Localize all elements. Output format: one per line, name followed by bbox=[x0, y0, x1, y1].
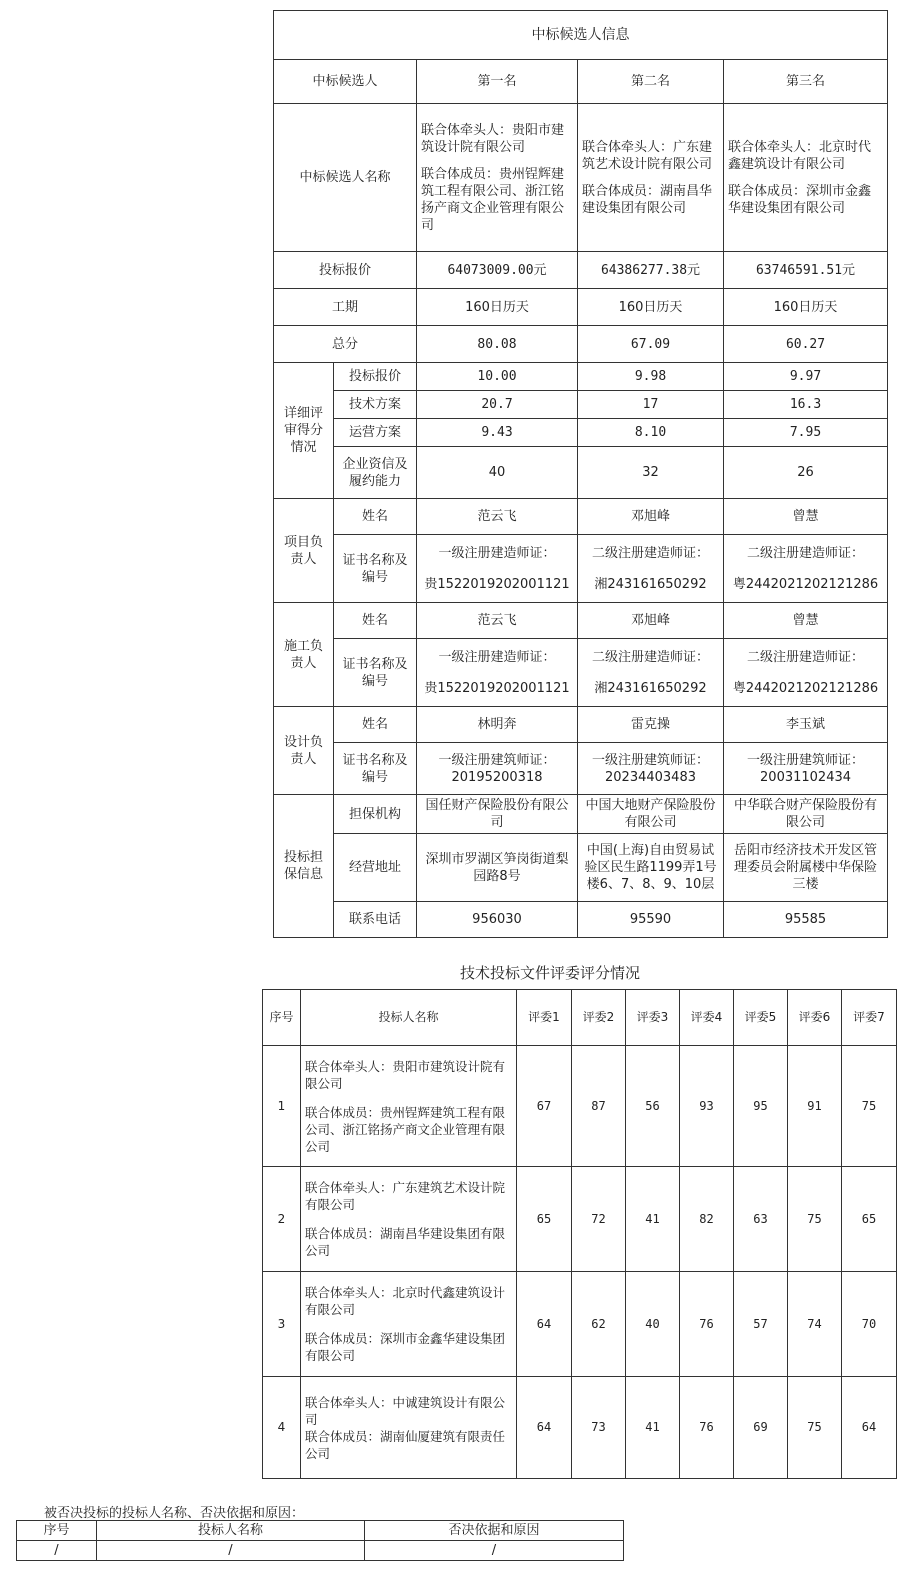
address: 岳阳市经济技术开发区管理委员会附属楼中华保险三楼 bbox=[724, 834, 888, 902]
bidder-name bbox=[301, 1046, 517, 1167]
cert-no: 湘243161650292 bbox=[594, 576, 707, 592]
phone: 95590 bbox=[578, 902, 724, 938]
name-label: 姓名 bbox=[334, 707, 417, 743]
rejected-bidders-table bbox=[16, 1520, 624, 1561]
detail-value: 26 bbox=[724, 447, 888, 499]
construction-manager-label: 施工负责人 bbox=[274, 603, 334, 707]
detail-value: 9.43 bbox=[417, 419, 578, 447]
table-row bbox=[263, 1046, 897, 1167]
duration-2: 160日历天 bbox=[578, 289, 724, 326]
address: 中国(上海)自由贸易试验区民生路1199弄1号楼6、7、8、9、10层 bbox=[578, 834, 724, 902]
header-label: 中标候选人 bbox=[274, 60, 417, 104]
detail-value: 32 bbox=[578, 447, 724, 499]
design-manager-label: 设计负责人 bbox=[274, 707, 334, 795]
cert-no: 20234403483 bbox=[605, 769, 696, 785]
name-label: 姓名 bbox=[334, 499, 417, 535]
rank-2: 第二名 bbox=[578, 60, 724, 104]
score: 74 bbox=[788, 1272, 842, 1377]
cert-no: 20195200318 bbox=[451, 769, 543, 785]
score: 63 bbox=[734, 1167, 788, 1272]
lead-company: 联合体牵头人：贵阳市建筑设计院有限公司 bbox=[305, 1058, 506, 1091]
cert-cell bbox=[724, 639, 888, 707]
cert-cell bbox=[417, 743, 578, 795]
member-companies: 联合体成员：贵州锃辉建筑工程有限公司、浙江铭扬产商文企业管理有限公司 bbox=[305, 1104, 506, 1154]
score: 41 bbox=[626, 1377, 680, 1479]
member-companies: 联合体成员：湖南仙厦建筑有限责任公司 bbox=[305, 1428, 506, 1461]
cert-title: 一级注册建筑师证： bbox=[438, 752, 556, 768]
score: 64 bbox=[842, 1377, 897, 1479]
col-header: 评委5 bbox=[734, 990, 788, 1046]
score: 41 bbox=[626, 1167, 680, 1272]
person-name: 曾慧 bbox=[724, 499, 888, 535]
cert-cell bbox=[724, 535, 888, 603]
detail-value: 20.7 bbox=[417, 391, 578, 419]
score: 65 bbox=[842, 1167, 897, 1272]
detail-value: 40 bbox=[417, 447, 578, 499]
detail-row-label: 企业资信及履约能力 bbox=[334, 447, 417, 499]
member-companies: 联合体成员：湖南昌华建设集团有限公司 bbox=[582, 183, 713, 216]
institution: 中国大地财产保险股份有限公司 bbox=[578, 795, 724, 834]
institution: 中华联合财产保险股份有限公司 bbox=[724, 795, 888, 834]
rank-1: 第一名 bbox=[417, 60, 578, 104]
cert-title: 一级注册建筑师证： bbox=[747, 752, 865, 768]
member-companies: 联合体成员：贵州锃辉建筑工程有限公司、浙江铭扬产商文企业管理有限公司 bbox=[421, 166, 565, 233]
score: 76 bbox=[680, 1272, 734, 1377]
cert-title: 二级注册建造师证： bbox=[747, 649, 865, 665]
bid-price-label: 投标报价 bbox=[274, 252, 417, 289]
bid-price-3: 63746591.51元 bbox=[724, 252, 888, 289]
guarantee-label: 投标担保信息 bbox=[274, 795, 334, 938]
bid-price-1: 64073009.00元 bbox=[417, 252, 578, 289]
score: 95 bbox=[734, 1046, 788, 1167]
person-name: 邓旭峰 bbox=[578, 603, 724, 639]
cert-label: 证书名称及编号 bbox=[334, 535, 417, 603]
rank-3: 第三名 bbox=[724, 60, 888, 104]
score: 72 bbox=[572, 1167, 626, 1272]
col-header: 投标人名称 bbox=[301, 990, 517, 1046]
total-3: 60.27 bbox=[724, 326, 888, 363]
scoring-table-title: 技术投标文件评委评分情况 bbox=[459, 964, 640, 982]
score: 64 bbox=[517, 1272, 572, 1377]
duration-label: 工期 bbox=[274, 289, 417, 326]
candidate-info-table bbox=[273, 10, 888, 938]
phone: 95585 bbox=[724, 902, 888, 938]
score: 76 bbox=[680, 1377, 734, 1479]
row-no: / bbox=[17, 1541, 97, 1561]
cert-cell bbox=[724, 743, 888, 795]
score: 65 bbox=[517, 1167, 572, 1272]
score: 40 bbox=[626, 1272, 680, 1377]
lead-company: 联合体牵头人：北京时代鑫建筑设计有限公司 bbox=[305, 1285, 506, 1317]
detail-value: 7.95 bbox=[724, 419, 888, 447]
member-companies: 联合体成员：深圳市金鑫华建设集团有限公司 bbox=[728, 183, 872, 216]
detail-value: 9.98 bbox=[578, 363, 724, 391]
score: 70 bbox=[842, 1272, 897, 1377]
col-header: 投标人名称 bbox=[97, 1521, 365, 1541]
cert-cell bbox=[578, 639, 724, 707]
row-no: 2 bbox=[263, 1167, 301, 1272]
col-header: 评委1 bbox=[517, 990, 572, 1046]
table-row bbox=[17, 1541, 624, 1561]
person-name: 林明奔 bbox=[417, 707, 578, 743]
phone: 956030 bbox=[417, 902, 578, 938]
score: 75 bbox=[788, 1377, 842, 1479]
col-header: 评委2 bbox=[572, 990, 626, 1046]
col-header: 评委6 bbox=[788, 990, 842, 1046]
col-header: 否决依据和原因 bbox=[365, 1521, 624, 1541]
cert-cell bbox=[417, 639, 578, 707]
duration-3: 160日历天 bbox=[724, 289, 888, 326]
table-caption: 中标候选人信息 bbox=[274, 11, 888, 60]
candidate-name-3 bbox=[724, 104, 888, 252]
score: 67 bbox=[517, 1046, 572, 1167]
lead-company: 联合体牵头人：中诚建筑设计有限公司 bbox=[305, 1394, 506, 1427]
address: 深圳市罗湖区笋岗街道梨园路8号 bbox=[417, 834, 578, 902]
detail-value: 8.10 bbox=[578, 419, 724, 447]
col-header: 评委3 bbox=[626, 990, 680, 1046]
score: 75 bbox=[788, 1167, 842, 1272]
cert-title: 二级注册建造师证： bbox=[591, 649, 709, 665]
cert-title: 二级注册建造师证： bbox=[591, 545, 709, 561]
member-companies: 联合体成员：深圳市金鑫华建设集团有限公司 bbox=[305, 1331, 506, 1363]
col-header: 序号 bbox=[263, 990, 301, 1046]
detail-value: 9.97 bbox=[724, 363, 888, 391]
cert-label: 证书名称及编号 bbox=[334, 743, 417, 795]
detail-label: 详细评审得分情况 bbox=[274, 363, 334, 499]
score: 56 bbox=[626, 1046, 680, 1167]
row-no: 4 bbox=[263, 1377, 301, 1479]
member-companies: 联合体成员：湖南昌华建设集团有限公司 bbox=[305, 1226, 506, 1258]
col-header: 评委4 bbox=[680, 990, 734, 1046]
cert-cell bbox=[417, 535, 578, 603]
lead-company: 联合体牵头人：贵阳市建筑设计院有限公司 bbox=[421, 122, 565, 155]
candidate-name-1 bbox=[417, 104, 578, 252]
cert-no: 贵1522019202001121 bbox=[424, 576, 570, 592]
person-name: 邓旭峰 bbox=[578, 499, 724, 535]
phone-label: 联系电话 bbox=[334, 902, 417, 938]
detail-value: 10.00 bbox=[417, 363, 578, 391]
institution-label: 担保机构 bbox=[334, 795, 417, 834]
detail-value: 16.3 bbox=[724, 391, 888, 419]
rejection-reason: / bbox=[365, 1541, 624, 1561]
bidder-name: / bbox=[97, 1541, 365, 1561]
duration-1: 160日历天 bbox=[417, 289, 578, 326]
cert-no: 湘243161650292 bbox=[594, 680, 707, 696]
score: 73 bbox=[572, 1377, 626, 1479]
score: 82 bbox=[680, 1167, 734, 1272]
lead-company: 联合体牵头人：广东建筑艺术设计院有限公司 bbox=[305, 1180, 506, 1212]
person-name: 曾慧 bbox=[724, 603, 888, 639]
person-name: 雷克操 bbox=[578, 707, 724, 743]
cert-no: 粤2442021202121286 bbox=[732, 680, 879, 696]
row-no: 3 bbox=[263, 1272, 301, 1377]
scoring-table bbox=[262, 989, 897, 1479]
address-label: 经营地址 bbox=[334, 834, 417, 902]
score: 62 bbox=[572, 1272, 626, 1377]
bidder-name bbox=[301, 1377, 517, 1479]
score: 69 bbox=[734, 1377, 788, 1479]
detail-row-label: 投标报价 bbox=[334, 363, 417, 391]
score: 75 bbox=[842, 1046, 897, 1167]
person-name: 李玉斌 bbox=[724, 707, 888, 743]
cert-title: 一级注册建造师证： bbox=[438, 649, 556, 665]
score: 57 bbox=[734, 1272, 788, 1377]
row-no: 1 bbox=[263, 1046, 301, 1167]
total-1: 80.08 bbox=[417, 326, 578, 363]
cert-cell bbox=[578, 743, 724, 795]
table-row bbox=[263, 1377, 897, 1479]
bid-price-2: 64386277.38元 bbox=[578, 252, 724, 289]
score: 64 bbox=[517, 1377, 572, 1479]
detail-row-label: 运营方案 bbox=[334, 419, 417, 447]
score: 87 bbox=[572, 1046, 626, 1167]
rejected-bidders-title: 被否决投标的投标人名称、否决依据和原因： bbox=[44, 1506, 305, 1521]
col-header: 评委7 bbox=[842, 990, 897, 1046]
cert-no: 粤2442021202121286 bbox=[732, 576, 879, 592]
cert-no: 20031102434 bbox=[760, 769, 852, 785]
col-header: 序号 bbox=[17, 1521, 97, 1541]
person-name: 范云飞 bbox=[417, 603, 578, 639]
bidder-name bbox=[301, 1167, 517, 1272]
lead-company: 联合体牵头人：北京时代鑫建筑设计有限公司 bbox=[728, 139, 872, 172]
cert-title: 一级注册建筑师证： bbox=[591, 752, 709, 768]
institution: 国任财产保险股份有限公司 bbox=[417, 795, 578, 834]
table-row bbox=[263, 1272, 897, 1377]
cert-cell bbox=[578, 535, 724, 603]
cert-no: 贵1522019202001121 bbox=[424, 680, 570, 696]
bidder-name bbox=[301, 1272, 517, 1377]
lead-company: 联合体牵头人：广东建筑艺术设计院有限公司 bbox=[582, 139, 713, 172]
person-name: 范云飞 bbox=[417, 499, 578, 535]
total-label: 总分 bbox=[274, 326, 417, 363]
candidate-name-label: 中标候选人名称 bbox=[274, 104, 417, 252]
cert-label: 证书名称及编号 bbox=[334, 639, 417, 707]
total-2: 67.09 bbox=[578, 326, 724, 363]
candidate-name-2 bbox=[578, 104, 724, 252]
cert-title: 二级注册建造师证： bbox=[747, 545, 865, 561]
project-manager-label: 项目负责人 bbox=[274, 499, 334, 603]
name-label: 姓名 bbox=[334, 603, 417, 639]
table-row bbox=[263, 1167, 897, 1272]
detail-row-label: 技术方案 bbox=[334, 391, 417, 419]
score: 93 bbox=[680, 1046, 734, 1167]
score: 91 bbox=[788, 1046, 842, 1167]
cert-title: 一级注册建造师证： bbox=[438, 545, 556, 561]
detail-value: 17 bbox=[578, 391, 724, 419]
